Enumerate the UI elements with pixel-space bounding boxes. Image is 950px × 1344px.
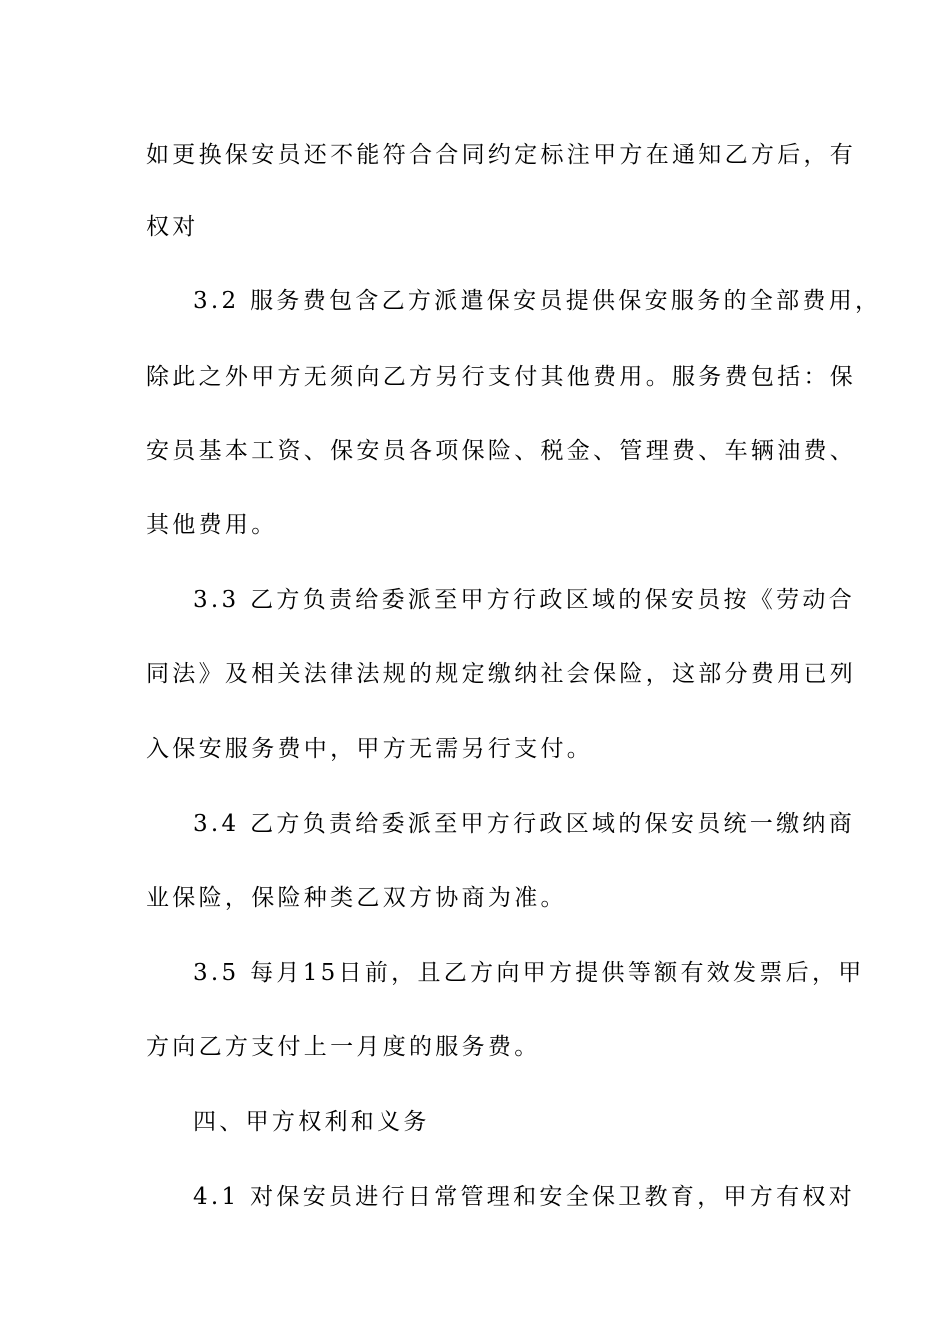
paragraph-line: 同法》及相关法律法规的规定缴纳社会保险，这部分费用已列 (146, 661, 857, 687)
paragraph-line-3-4: 3.4 乙方负责给委派至甲方行政区域的保安员统一缴纳商 (193, 811, 855, 837)
paragraph-line: 除此之外甲方无须向乙方另行支付其他费用。服务费包括：保 (146, 364, 857, 390)
paragraph-line-3-5: 3.5 每月15日前，且乙方向甲方提供等额有效发票后，甲 (193, 960, 865, 986)
paragraph-line: 权对 (146, 214, 199, 240)
paragraph-line: 安员基本工资、保安员各项保险、税金、管理费、车辆油费、 (146, 438, 857, 464)
paragraph-line-3-2: 3.2 服务费包含乙方派遣保安员提供保安服务的全部费用， (193, 288, 882, 314)
paragraph-line: 其他费用。 (146, 512, 278, 538)
paragraph-line: 方向乙方支付上一月度的服务费。 (146, 1034, 541, 1060)
paragraph-line: 入保安服务费中，甲方无需另行支付。 (146, 736, 594, 762)
paragraph-line-4-1: 4.1 对保安员进行日常管理和安全保卫教育，甲方有权对 (193, 1184, 855, 1210)
paragraph-line: 如更换保安员还不能符合合同约定标注甲方在通知乙方后，有 (146, 142, 857, 168)
section-heading-4: 四、甲方权利和义务 (193, 1109, 430, 1135)
paragraph-line-3-3: 3.3 乙方负责给委派至甲方行政区域的保安员按《劳动合 (193, 587, 855, 613)
paragraph-line: 业保险，保险种类乙双方协商为准。 (146, 885, 567, 911)
